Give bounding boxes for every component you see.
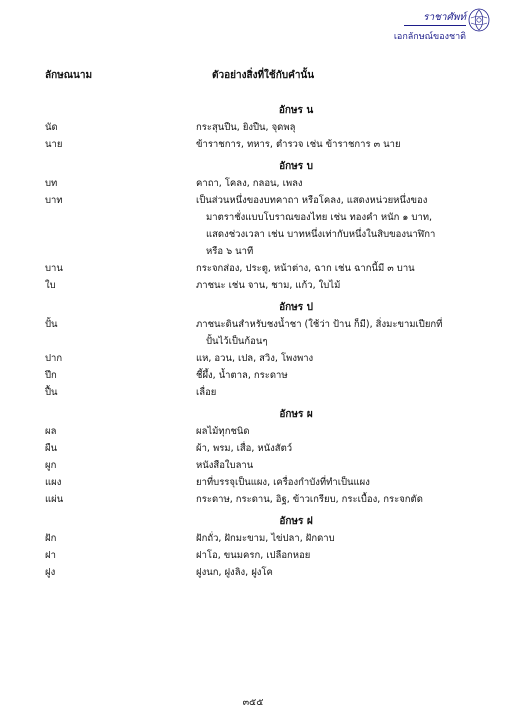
emblem-icon	[466, 6, 492, 34]
example-line: ภาชนะ เช่น จาน, ชาม, แก้ว, ใบไม้	[196, 280, 341, 291]
classifier-word: ใบ	[45, 280, 56, 291]
classifier-word: บท	[45, 178, 58, 189]
classifier-word: แผง	[45, 477, 62, 488]
usage-examples	[196, 350, 475, 367]
list-item	[45, 277, 475, 294]
list-item	[45, 119, 475, 136]
example-line: ฝาโอ, ขนมครก, เปลือกหอย	[196, 550, 311, 561]
header-examples: ตัวอย่างสิ่งที่ใช้กับคำนั้น	[212, 70, 315, 81]
list-item	[45, 260, 475, 277]
section-heading: อักษร ป	[279, 302, 313, 313]
classifier-word: ผูก	[45, 460, 57, 471]
list-item	[45, 423, 475, 440]
list-item	[45, 316, 475, 350]
example-line: ผ้า, พรม, เสื่อ, หนังสัตว์	[196, 443, 293, 454]
usage-examples	[196, 367, 475, 384]
usage-examples	[196, 440, 475, 457]
usage-examples	[196, 547, 475, 564]
usage-examples	[196, 192, 475, 260]
usage-examples	[196, 384, 475, 401]
header-classifier: ลักษณนาม	[45, 70, 93, 81]
classifier-word: ฝา	[45, 550, 56, 561]
example-line: ภาชนะดินสำหรับชงน้ำชา (ใช้ว่า ป้าน ก็มี), สิ่งมะขามเปียกที่	[196, 319, 443, 330]
classifier-word: ผล	[45, 426, 57, 437]
classifier-word: ปั้น	[45, 319, 58, 330]
usage-examples	[196, 136, 475, 153]
logo-subtitle: เอกลักษณ์ของชาติ	[393, 32, 466, 42]
example-line: ผลไม้ทุกชนิด	[196, 426, 250, 437]
usage-examples	[196, 260, 475, 277]
usage-examples	[196, 457, 475, 474]
section-heading: อักษร ฝ	[279, 516, 313, 527]
list-item	[45, 367, 475, 384]
classifier-word: ปึก	[45, 370, 57, 381]
classifier-word: แผ่น	[45, 494, 64, 505]
usage-examples	[196, 564, 475, 581]
example-line: กระดาษ, กระดาน, อิฐ, ข้าวเกรียบ, กระเบื้อง, กระจกตัด	[196, 494, 423, 505]
list-item	[45, 440, 475, 457]
example-line: ปั้นไว้เป็นก้อนๆ	[206, 336, 268, 347]
list-item	[45, 384, 475, 401]
classifier-word: ฝัก	[45, 533, 57, 544]
section-heading: อักษร น	[278, 105, 314, 116]
example-line: เลื่อย	[196, 387, 217, 398]
classifier-word: ผืน	[45, 443, 58, 454]
classifier-word: บาน	[45, 263, 63, 274]
example-line: แห, อวน, เปล, สวิง, โพงพาง	[196, 353, 314, 364]
section-heading: อักษร บ	[279, 161, 313, 172]
example-line: กระสุนปืน, ยิงปืน, จุดพลุ	[196, 122, 296, 133]
classifier-word: นาย	[45, 139, 63, 150]
example-line: หนังสือใบลาน	[196, 460, 254, 471]
list-item	[45, 530, 475, 547]
list-item	[45, 457, 475, 474]
usage-examples	[196, 530, 475, 547]
example-line: ฝูงนก, ฝูงลิง, ฝูงโค	[196, 567, 273, 578]
example-line: คาถา, โคลง, กลอน, เพลง	[196, 178, 303, 189]
usage-examples	[196, 277, 475, 294]
example-line: ข้าราชการ, ทหาร, ตำรวจ เช่น ข้าราชการ ๓ นาย	[196, 139, 401, 150]
list-item	[45, 547, 475, 564]
example-line: ชี้ผึ้ง, น้ำตาล, กระดาษ	[196, 370, 288, 381]
example-line: หรือ ๖ นาที	[206, 246, 254, 257]
classifier-word: ปาก	[45, 353, 63, 364]
usage-examples	[196, 119, 475, 136]
list-item	[45, 350, 475, 367]
logo-underline	[404, 25, 466, 26]
example-line: ยาที่บรรจุเป็นแผง, เครื่องกำบังที่ทำเป็นแผง	[196, 477, 370, 488]
classifier-word: บาท	[45, 195, 63, 206]
section-heading: อักษร ผ	[279, 409, 313, 420]
usage-examples	[196, 423, 475, 440]
classifier-word: ฝูง	[45, 567, 56, 578]
list-item	[45, 175, 475, 192]
example-line: มาตราชั่งแบบโบราณของไทย เช่น ทองคำ หนัก ๑ บาท,	[206, 212, 433, 223]
list-item	[45, 474, 475, 491]
example-line: ฝักถั่ว, ฝักมะขาม, ไข่ปลา, ฝักดาบ	[196, 533, 335, 544]
usage-examples	[196, 474, 475, 491]
classifier-word: นัด	[45, 122, 58, 133]
list-item	[45, 564, 475, 581]
classifier-list	[45, 97, 475, 581]
list-item	[45, 192, 475, 260]
page-number: ๓๕๕	[242, 697, 264, 708]
classifier-word: ปื้น	[45, 387, 58, 398]
example-line: แสดงช่วงเวลา เช่น บาทหนึ่งเท่ากับหนึ่งในสิบของนาฬิกา	[206, 229, 436, 240]
usage-examples	[196, 316, 475, 350]
usage-examples	[196, 491, 475, 508]
list-item	[45, 136, 475, 153]
example-line: กระจกส่อง, ประตู, หน้าต่าง, ฉาก เช่น ฉากนี้มี ๓ บาน	[196, 263, 415, 274]
usage-examples	[196, 175, 475, 192]
example-line: เป็นส่วนหนึ่งของบทคาถา หรือโคลง, แสดงหน่วยหนึ่งของ	[196, 195, 428, 206]
list-item	[45, 491, 475, 508]
logo-title: ราชาศัพท์	[423, 12, 466, 23]
